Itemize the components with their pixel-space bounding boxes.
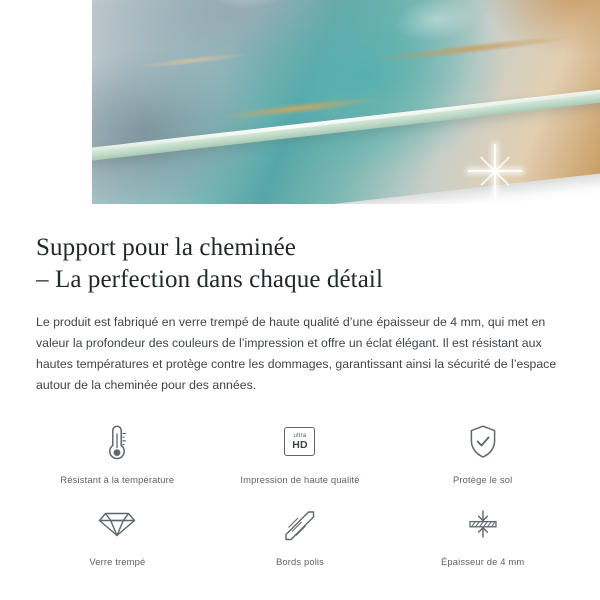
feature-label: Protège le sol (452, 473, 513, 485)
feature-grid (0, 419, 600, 567)
feature-label: Épaisseur de 4 mm (441, 555, 525, 567)
feature-label: Impression de haute qualité (240, 473, 360, 485)
shield-check-icon (466, 419, 500, 465)
text-content (0, 218, 600, 397)
hero-image-inner (0, 0, 600, 218)
thermometer-icon (102, 419, 132, 465)
ultra-hd-badge-bottom: HD (292, 438, 308, 451)
feature-item-thickness (391, 501, 574, 567)
feature-label: Verre trempé (89, 555, 146, 567)
product-description-paragraph: Le produit est fabriqué en verre trempé de haute qualité d’une épaisseur de 4 mm, qui met en valeur la profondeur des couleurs de l’impression et offre un éclat élégant. Il est résistant aux hautes températures et protège contre les dommages, garantissant ainsi la sécurité de l’espace autour de la cheminée pour des années. (36, 315, 557, 393)
feature-item-floor-protection (391, 419, 574, 485)
ultra-hd-icon (284, 419, 315, 465)
page-title-line-1: Support pour la cheminée (36, 234, 296, 261)
polished-edges-icon (282, 501, 318, 547)
hero-left-margin (0, 0, 92, 218)
diamond-icon (97, 501, 137, 547)
feature-label: Bords polis (275, 555, 324, 567)
feature-item-polished-edges (209, 501, 392, 567)
ultra-hd-badge (284, 427, 315, 456)
page-title-line-2: – La perfection dans chaque détail (36, 266, 383, 293)
feature-label: Résistant à la température (60, 473, 175, 485)
hero-bottom-margin (0, 204, 600, 218)
page-title (36, 232, 564, 296)
hero-image (0, 0, 600, 218)
feature-item-temperature (26, 419, 209, 485)
ultra-hd-badge-top: ultra (293, 431, 307, 439)
feature-item-print-quality (209, 419, 392, 485)
feature-item-tempered-glass (26, 501, 209, 567)
thickness-icon (464, 501, 502, 547)
